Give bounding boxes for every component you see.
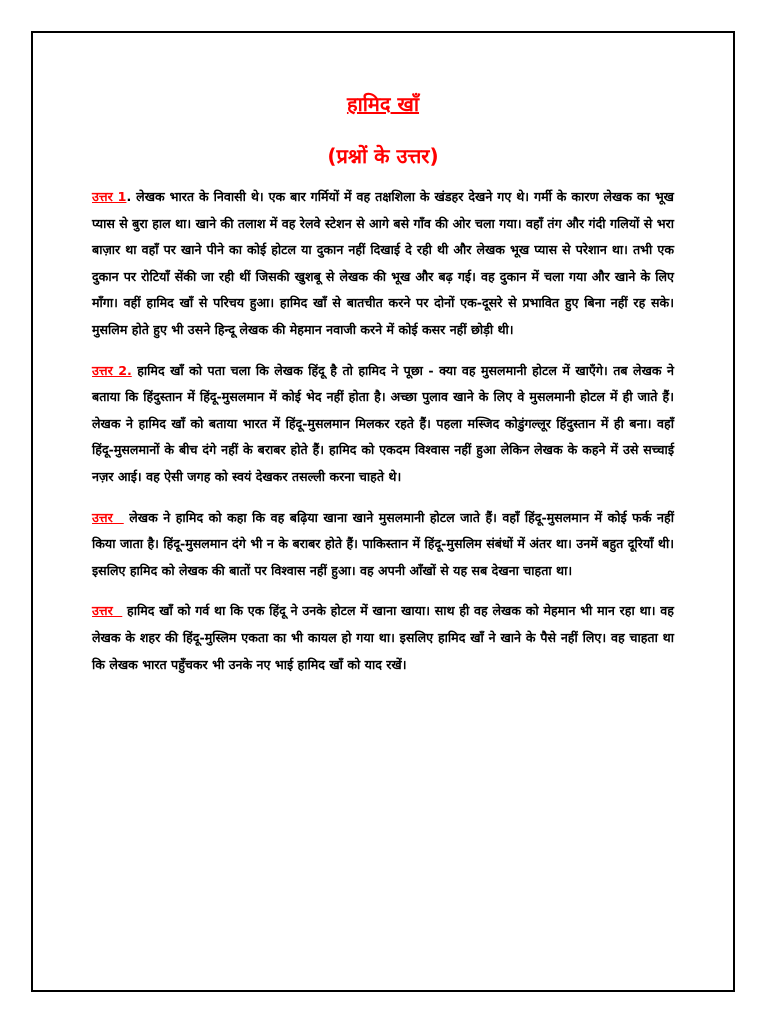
- document-body: [92, 90, 674, 692]
- document-title: [92, 90, 674, 118]
- document-title-text: हामिद खाँ: [346, 92, 420, 116]
- answer-3-text: लेखक ने हामिद को कहा कि वह बढ़िया खाना खाने मुसलमानी होटल जाते हैं। वहाँ हिंदू-मुसलमान में कोई फर्क नहीं किया जाता है। हिंदू-मुसलमान दंगे भी न के बराबर होते हैं। पाकिस्तान में हिंदू-मुसलिम संबंधों में अंतर था। उनमें बहुत दूरियाँ थी। इसलिए हामिद को लेखक की बातों पर विश्वास नहीं हुआ। वह अपनी आँखों से यह सब देखना चाहता था।: [92, 509, 674, 578]
- answer-1-label: उत्तर 1: [92, 189, 127, 204]
- document-subtitle: (प्रश्नों के उत्तर): [327, 144, 439, 168]
- answer-3-label: उत्तर: [92, 509, 124, 525]
- answer-2: [92, 358, 674, 491]
- answer-4-label: उत्तर: [92, 603, 123, 619]
- answer-1: [92, 184, 674, 344]
- answer-3: [92, 505, 674, 585]
- answer-4-text: हामिद खाँ को गर्व था कि एक हिंदू ने उनके होटल में खाना खाया। साथ ही वह लेखक को मेहमान भी मान रहा था। वह लेखक के शहर की हिंदू-मुस्लिम एकता का भी कायल हो गया था। इसलिए हामिद खाँ ने खाने के पैसे नहीं लिए। वह चाहता था कि लेखक भारत पहुँचकर भी उनके नए भाई हामिद खाँ को याद रखें।: [92, 603, 674, 672]
- answer-1-text: . लेखक भारत के निवासी थे। एक बार गर्मियों में वह तक्षशिला के खंडहर देखने गए थे। गर्मी के कारण लेखक का भूख प्यास से बुरा हाल था। खाने की तलाश में वह रेलवे स्टेशन से आगे बसे गाँव की ओर चला गया। वहाँ तंग और गंदी गलियों से भरा बाज़ार था वहाँ पर खाने पीने का कोई होटल या दुकान नहीं दिखाई दे रही थी और लेखक भूख प्यास से परेशान था। तभी एक दुकान पर रोटियाँ सेंकी जा रही थीं जिसकी खुशबू से लेखक की भूख और बढ़ गई। वह दुकान में चला गया और खाने के लिए माँगा। वहीं हामिद खाँ से परिचय हुआ। हामिद खाँ से बातचीत करने पर दोनों एक-दूसरे से प्रभावित हुए बिना नहीं रह सके। मुसलिम होते हुए भी उसने हिन्दू लेखक की मेहमान नवाजी करने में कोई कसर नहीं छोड़ी थी।: [92, 189, 674, 337]
- answer-2-text: हामिद खाँ को पता चला कि लेखक हिंदू है तो हामिद ने पूछा - क्या वह मुसलमानी होटल में खाएँगे। तब लेखक ने बताया कि हिंदुस्तान में हिंदू-मुसलमान में कोई भेद नहीं होता है। अच्छा पुलाव खाने के लिए वे मुसलमानी होटल में ही जाते हैं। लेखक ने हामिद खाँ को बताया भारत में हिंदू-मुसलमान मिलकर रहते हैं। पहला मस्जिद कोडुंगल्लूर हिंदुस्तान में ही बना। वहाँ हिंदू-मुसलमानों के बीच दंगे नहीं के बराबर होते हैं। हामिद को एकदम विश्वास नहीं हुआ लेकिन लेखक के कहने में उसे सच्चाई नज़र आई। वह ऐसी जगह को स्वयं देखकर तसल्ली करना चाहते थे।: [92, 362, 674, 484]
- answer-4: [92, 598, 674, 678]
- answer-2-label: उत्तर 2.: [92, 362, 132, 378]
